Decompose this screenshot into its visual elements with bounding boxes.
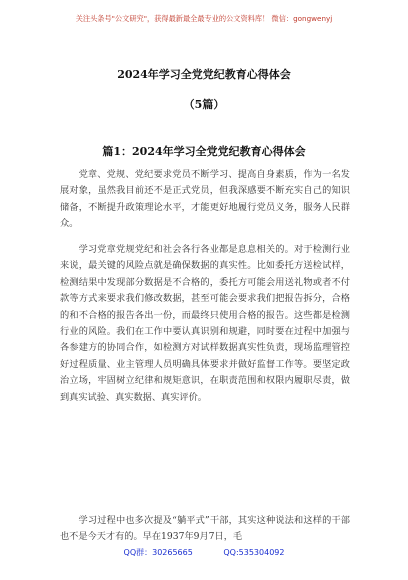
body-paragraph [60,513,350,546]
document-title: 2024年学习全党党纪教育心得体会 [117,68,291,81]
footer-contact [0,547,408,558]
body-paragraph [60,167,350,233]
document-count: （5篇） [183,98,225,111]
body-paragraph [60,242,350,406]
section-title: 篇1：2024年学习全党党纪教育心得体会 [102,145,306,158]
paragraph-text: 学习党章党规党纪和社会各行各业都是息息相关的。对于检测行业来说，最关键的风险点就是确保数据的真实性。比如委托方送检试样，检测结果中发现部分数据是不合格的，委托方可能会用送礼物或者不付款等方式来要求我们修改数据，甚至可能会要求我们把报告拆分，合格的和不合格的报告各出一份，而最终只使用合格的报告。这些都是检测行业的风险。我们在工作中要认真识别和规避，同时要在过程中加强与各参建方的协同合作，如检测方对试样数据真实性负责，现场监理管控好过程质量、业主管理人员明确具体要求并做好监督工作等。要坚定政治立场，牢固树立纪律和规矩意识，在职责范围和权限内履职尽责，做到真实试验、真实数据、真实评价。 [60,244,350,403]
header-promo-note: 关注头条号"公文研究"，获得最新最全最专业的公文资料库！ 微信：gongwenyj [75,14,333,23]
paragraph-text: 学习过程中也多次提及“躺平式”干部，其实这种说法和这样的干部也不是今天才有的。早在1937年9月7日，毛 [60,515,350,543]
paragraph-text: 党章、党规、党纪要求党员不断学习、提高自身素质，作为一名发展对象，虽然我目前还不是正式党员，但我深感要不断充实自己的知识储备，不断提升政策理论水平，才能更好地履行党员义务，服务人民群众。 [60,169,350,230]
footer-qq-number: QQ:535304092 [223,548,285,557]
footer-qq-group: QQ群：30265665 [123,548,193,557]
